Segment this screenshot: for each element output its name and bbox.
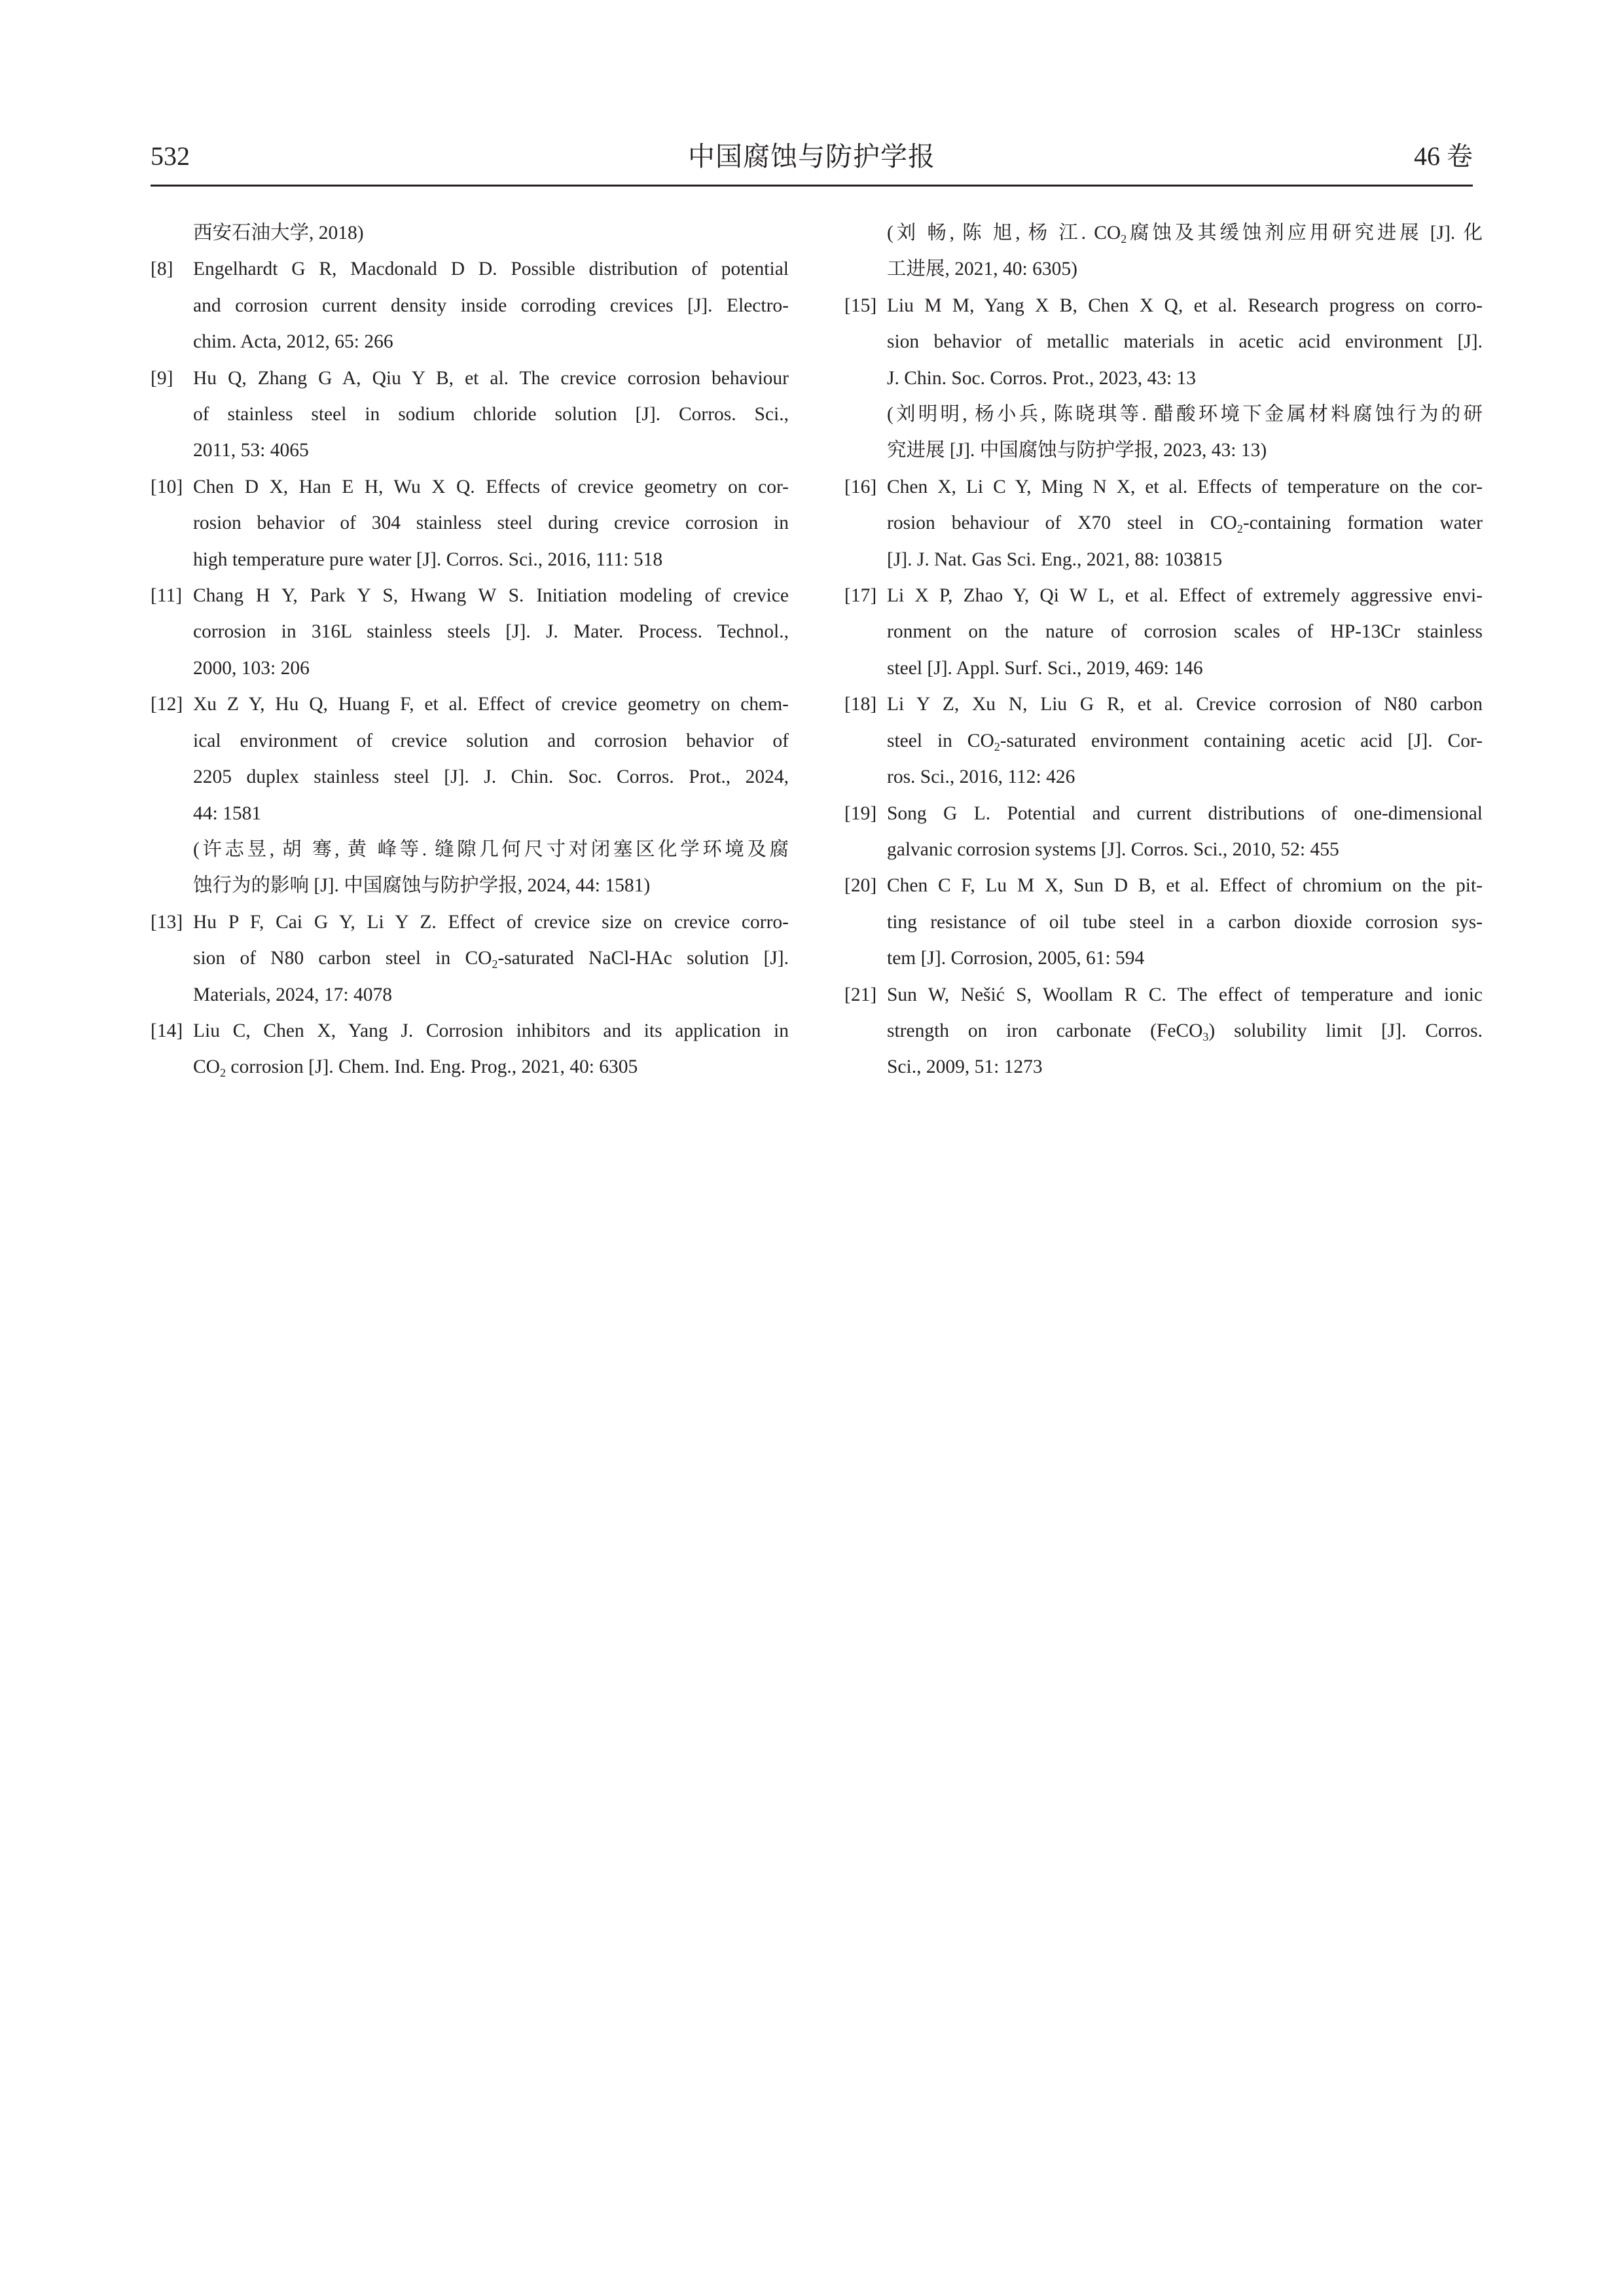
reference-text-line: Materials, 2024, 17: 4078	[193, 984, 392, 1005]
page-header	[151, 136, 1473, 187]
reference-text-line: 44: 1581	[193, 802, 262, 824]
reference-text-line: of stainless steel in sodium chloride solution [J]. Corros. Sci.,	[193, 404, 789, 425]
reference-text-line: ros. Sci., 2016, 112: 426	[887, 766, 1075, 788]
reference-text-line: (刘 畅, 陈 旭, 杨 江. $CO_2$腐蚀及其缓蚀剂应用研究进展 [J]. 化	[887, 223, 1483, 245]
reference-text-line: (刘明明, 杨小兵, 陈晓琪等. 醋酸环境下金属材料腐蚀行为的研	[887, 404, 1483, 425]
reference-number: [19]	[844, 802, 877, 824]
reference-number: [14]	[151, 1020, 183, 1041]
reference-text-line: 2000, 103: 206	[193, 657, 310, 679]
reference-text-line: Engelhardt G R, Macdonald D D. Possible distribution of potential	[193, 259, 789, 280]
reference-item	[844, 288, 1483, 469]
reference-item	[151, 361, 789, 469]
reference-text-line: rosion behavior of 304 stainless steel during crevice corrosion in	[193, 512, 789, 534]
reference-text-line: ical environment of crevice solution and corrosion behavior of	[193, 730, 789, 751]
reference-text-line: steel in $CO_2$-saturated environment containing acetic acid [J]. Cor-	[887, 730, 1483, 753]
reference-text-line: high temperature pure water [J]. Corros. Sci., 2016, 111: 518	[193, 548, 663, 570]
journal-title: 中国腐蚀与防护学报	[688, 141, 935, 171]
reference-item	[844, 687, 1483, 795]
page-number: 532	[151, 141, 190, 171]
reference-number: [18]	[844, 694, 877, 715]
reference-text-line: Li Y Z, Xu N, Liu G R, et al. Crevice corrosion of N80 carbon	[887, 694, 1483, 715]
reference-number: [17]	[844, 585, 877, 607]
reference-text-line: sion behavior of metallic materials in acetic acid environment [J].	[887, 331, 1483, 353]
reference-text-line: Chang H Y, Park Y S, Hwang W S. Initiation modeling of crevice	[193, 585, 789, 607]
reference-text-line: Chen C F, Lu M X, Sun D B, et al. Effect of chromium on the pit-	[887, 875, 1483, 897]
reference-text-line: ronment on the nature of corrosion scales of HP-13Cr stainless	[887, 621, 1483, 643]
reference-item	[844, 868, 1483, 977]
reference-text-line: Hu P F, Cai G Y, Li Y Z. Effect of crevice size on crevice corro-	[193, 911, 789, 933]
reference-text-line: sion of N80 carbon steel in $CO_2$-saturated NaCl-HAc solution [J].	[193, 948, 789, 971]
reference-number: [12]	[151, 694, 183, 715]
reference-text-line: galvanic corrosion systems [J]. Corros. Sci., 2010, 52: 455	[887, 838, 1339, 860]
reference-number: [11]	[151, 585, 183, 607]
reference-item	[151, 687, 789, 904]
reference-item	[844, 796, 1483, 869]
reference-text-line: [J]. J. Nat. Gas Sci. Eng., 2021, 88: 103815	[887, 548, 1223, 570]
reference-text-line: 究进展 [J]. 中国腐蚀与防护学报, 2023, 43: 13)	[887, 440, 1267, 461]
reference-column-right	[844, 215, 1483, 1086]
reference-text-line: Xu Z Y, Hu Q, Huang F, et al. Effect of crevice geometry on chem-	[193, 694, 789, 715]
reference-item	[151, 578, 789, 687]
reference-item	[151, 469, 789, 578]
reference-text-line: (许志昱, 胡 骞, 黄 峰等. 缝隙几何尺寸对闭塞区化学环境及腐	[193, 838, 789, 860]
reference-text-line: Liu M M, Yang X B, Chen X Q, et al. Research progress on corro-	[887, 295, 1483, 316]
reference-text-line: Liu C, Chen X, Yang J. Corrosion inhibitors and its application in	[193, 1020, 789, 1041]
reference-text-line: strength on iron carbonate (FeCO$_3$) solubility limit [J]. Corros.	[887, 1020, 1483, 1043]
reference-text-line: tem [J]. Corrosion, 2005, 61: 594	[887, 948, 1145, 969]
reference-text-line: Li X P, Zhao Y, Qi W L, et al. Effect of extremely aggressive envi-	[887, 585, 1483, 607]
reference-text-line: and corrosion current density inside corroding crevices [J]. Electro-	[193, 295, 789, 316]
reference-text-line: 2011, 53: 4065	[193, 440, 309, 461]
reference-number: [16]	[844, 476, 877, 497]
reference-text-line: rosion behaviour of X70 steel in $CO_2$-containing formation water	[887, 512, 1483, 536]
reference-text-line: 西安石油大学, 2018)	[193, 223, 364, 243]
reference-number: [20]	[844, 875, 877, 897]
reference-text-line: 2205 duplex stainless steel [J]. J. Chin. Soc. Corros. Prot., 2024,	[193, 766, 789, 788]
reference-text-line: J. Chin. Soc. Corros. Prot., 2023, 43: 13	[887, 367, 1197, 389]
reference-text-line: Chen D X, Han E H, Wu X Q. Effects of crevice geometry on cor-	[193, 476, 789, 497]
reference-item	[151, 905, 789, 1013]
reference-item	[844, 215, 1483, 288]
reference-text-line: steel [J]. Appl. Surf. Sci., 2019, 469: 146	[887, 657, 1203, 679]
reference-text-line: Hu Q, Zhang G A, Qiu Y B, et al. The crevice corrosion behaviour	[193, 367, 789, 389]
reference-number: [10]	[151, 476, 183, 497]
reference-item	[151, 1013, 789, 1086]
reference-number: [13]	[151, 911, 183, 933]
reference-text-line: Chen X, Li C Y, Ming N X, et al. Effects of temperature on the cor-	[887, 476, 1483, 497]
reference-number: [21]	[844, 984, 877, 1005]
reference-item	[844, 469, 1483, 578]
reference-number: [15]	[844, 295, 877, 316]
reference-column-left	[151, 215, 789, 1086]
reference-item	[151, 251, 789, 360]
reference-text-line: Song G L. Potential and current distributions of one-dimensional	[887, 802, 1483, 824]
reference-text-line: Sci., 2009, 51: 1273	[887, 1056, 1043, 1078]
reference-text-line: 工进展, 2021, 40: 6305)	[887, 259, 1077, 280]
reference-item	[151, 215, 789, 251]
reference-item	[844, 578, 1483, 687]
reference-item	[844, 977, 1483, 1086]
volume-label: 46 卷	[1414, 141, 1473, 171]
reference-number: [8]	[151, 259, 173, 280]
reference-text-line: ting resistance of oil tube steel in a carbon dioxide corrosion sys-	[887, 911, 1483, 933]
reference-text-line: 蚀行为的影响 [J]. 中国腐蚀与防护学报, 2024, 44: 1581)	[193, 875, 651, 897]
reference-text-line: $CO_2$ corrosion [J]. Chem. Ind. Eng. Prog., 2021, 40: 6305	[193, 1056, 638, 1080]
reference-text-line: Sun W, Nešić S, Woollam R C. The effect of temperature and ionic	[887, 984, 1483, 1005]
reference-text-line: chim. Acta, 2012, 65: 266	[193, 331, 393, 353]
reference-text-line: corrosion in 316L stainless steels [J]. J. Mater. Process. Technol.,	[193, 621, 789, 643]
reference-number: [9]	[151, 367, 173, 389]
